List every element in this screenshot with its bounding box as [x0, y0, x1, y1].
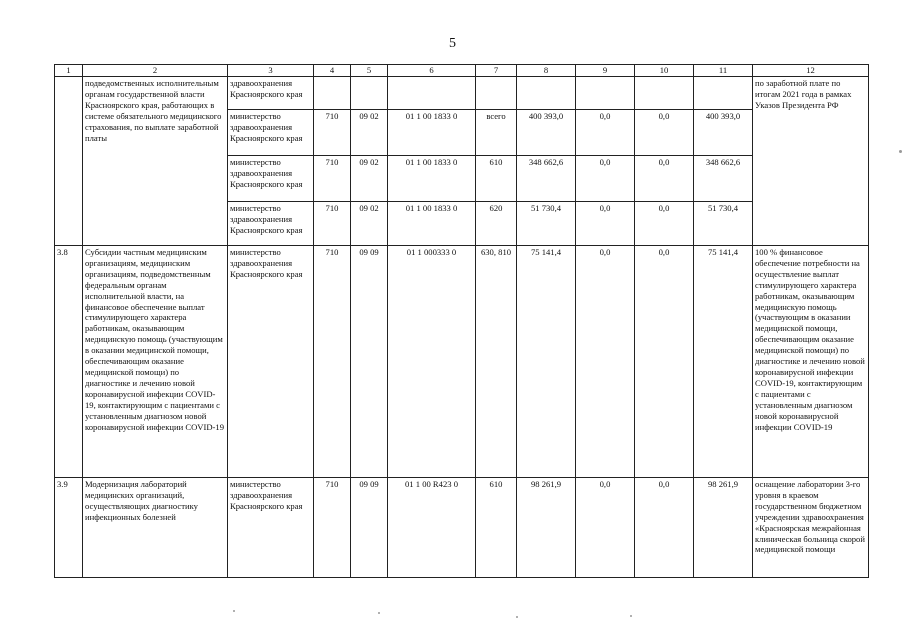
- column-number: 1: [55, 65, 83, 77]
- column-number: 2: [83, 65, 228, 77]
- column-number: 10: [635, 65, 694, 77]
- column-number: 9: [576, 65, 635, 77]
- scan-speck: [516, 616, 518, 618]
- cell-c10: 0,0: [635, 202, 694, 246]
- cell-c11: 51 730,4: [694, 202, 753, 246]
- column-number: 11: [694, 65, 753, 77]
- cell-c11: 348 662,6: [694, 156, 753, 202]
- cell-c8: [517, 77, 576, 110]
- cell-c7: 610: [476, 156, 517, 202]
- cell-c4: 710: [314, 202, 351, 246]
- cell-c6: 01 1 00 1833 0: [388, 110, 476, 156]
- result-cell: 100 % финансовое обеспечение потребности на осуществление выплат стимулирующего характера работникам, оказывающим медицинскую помощь (участвующим в оказании медицинской помощи, обеспечивающим оказание медицинской помощи) по диагностике и лечению новой коронавирусной инфекции COVID-19, контактирующим с пациентами с установленным диагнозом новой коронавирусной инфекции COVID-19: [753, 246, 869, 478]
- cell-c10: 0,0: [635, 110, 694, 156]
- table-row: [55, 246, 869, 478]
- ministry-cell: министерство здравоохранения Красноярского края: [228, 246, 314, 478]
- scan-speck: [630, 615, 632, 617]
- cell-c8: 400 393,0: [517, 110, 576, 156]
- ministry-cell: министерство здравоохранения Красноярского края: [228, 478, 314, 578]
- cell-c9: 0,0: [576, 478, 635, 578]
- scan-speck: [899, 150, 902, 153]
- cell-c4: [314, 77, 351, 110]
- table-row: [55, 77, 869, 110]
- cell-c7: 610: [476, 478, 517, 578]
- cell-c8: 98 261,9: [517, 478, 576, 578]
- cell-c10: 0,0: [635, 156, 694, 202]
- cell-c7: [476, 77, 517, 110]
- cell-c4: 710: [314, 478, 351, 578]
- cell-c9: 0,0: [576, 246, 635, 478]
- measure-name: Модернизация лабораторий медицинских организаций, осуществляющих диагностику инфекционных болезней: [83, 478, 228, 578]
- cell-c8: 348 662,6: [517, 156, 576, 202]
- cell-c9: 0,0: [576, 156, 635, 202]
- row-number: 3.9: [55, 478, 83, 578]
- result-cell: оснащение лаборатории 3-го уровня в краевом государственном бюджетном учреждении здравоохранения «Красноярская межрайонная клиническая больница скорой медицинской помощи: [753, 478, 869, 578]
- cell-c5: 09 02: [351, 156, 388, 202]
- cell-c7: 630, 810: [476, 246, 517, 478]
- cell-c11: 98 261,9: [694, 478, 753, 578]
- page-number: 5: [449, 36, 456, 51]
- row-number: [55, 77, 83, 246]
- cell-c6: 01 1 000333 0: [388, 246, 476, 478]
- cell-c10: [635, 77, 694, 110]
- result-cell: по заработной плате по итогам 2021 года в рамках Указов Президента РФ: [753, 77, 869, 246]
- scan-speck: [233, 610, 235, 612]
- column-number: 3: [228, 65, 314, 77]
- column-number-row: [55, 65, 869, 77]
- column-number: 12: [753, 65, 869, 77]
- cell-c6: 01 1 00 1833 0: [388, 202, 476, 246]
- measure-name: подведомственных исполнительным органам государственной власти Красноярского края, работающих в системе обязательного медицинского страхования, по выплате заработной платы: [83, 77, 228, 246]
- cell-c4: 710: [314, 156, 351, 202]
- cell-c5: 09 02: [351, 110, 388, 156]
- cell-c5: 09 09: [351, 478, 388, 578]
- cell-c10: 0,0: [635, 478, 694, 578]
- cell-c5: 09 02: [351, 202, 388, 246]
- cell-c11: 75 141,4: [694, 246, 753, 478]
- scan-speck: [378, 612, 380, 614]
- cell-c10: 0,0: [635, 246, 694, 478]
- column-number: 8: [517, 65, 576, 77]
- cell-c6: 01 1 00 R423 0: [388, 478, 476, 578]
- ministry-cell: министерство здравоохранения Красноярского края: [228, 156, 314, 202]
- cell-c6: 01 1 00 1833 0: [388, 156, 476, 202]
- cell-c9: [576, 77, 635, 110]
- cell-c5: [351, 77, 388, 110]
- cell-c4: 710: [314, 246, 351, 478]
- cell-c7: 620: [476, 202, 517, 246]
- cell-c8: 75 141,4: [517, 246, 576, 478]
- column-number: 6: [388, 65, 476, 77]
- cell-c9: 0,0: [576, 110, 635, 156]
- row-number: 3.8: [55, 246, 83, 478]
- measure-name: Субсидии частным медицинским организациям, медицинским организациям, подведомственным федеральным органам исполнительной власти, на финансовое обеспечение выплат стимулирующего характера работникам, оказывающим медицинскую помощь (участвующим в оказании медицинской помощи, обеспечивающим оказание медицинской помощи) по диагностике и лечению новой коронавирусной инфекции COVID-19, контактирующим с пациентами с установленным диагнозом новой коронавирусной инфекции COVID-19: [83, 246, 228, 478]
- budget-table: [54, 64, 869, 578]
- ministry-cell: здравоохранения Красноярского края: [228, 77, 314, 110]
- ministry-cell: министерство здравоохранения Красноярского края: [228, 110, 314, 156]
- column-number: 4: [314, 65, 351, 77]
- cell-c4: 710: [314, 110, 351, 156]
- cell-c11: [694, 77, 753, 110]
- table-row: [55, 478, 869, 578]
- cell-c7: всего: [476, 110, 517, 156]
- column-number: 5: [351, 65, 388, 77]
- column-number: 7: [476, 65, 517, 77]
- cell-c11: 400 393,0: [694, 110, 753, 156]
- ministry-cell: министерство здравоохранения Красноярского края: [228, 202, 314, 246]
- cell-c8: 51 730,4: [517, 202, 576, 246]
- cell-c5: 09 09: [351, 246, 388, 478]
- cell-c6: [388, 77, 476, 110]
- cell-c9: 0,0: [576, 202, 635, 246]
